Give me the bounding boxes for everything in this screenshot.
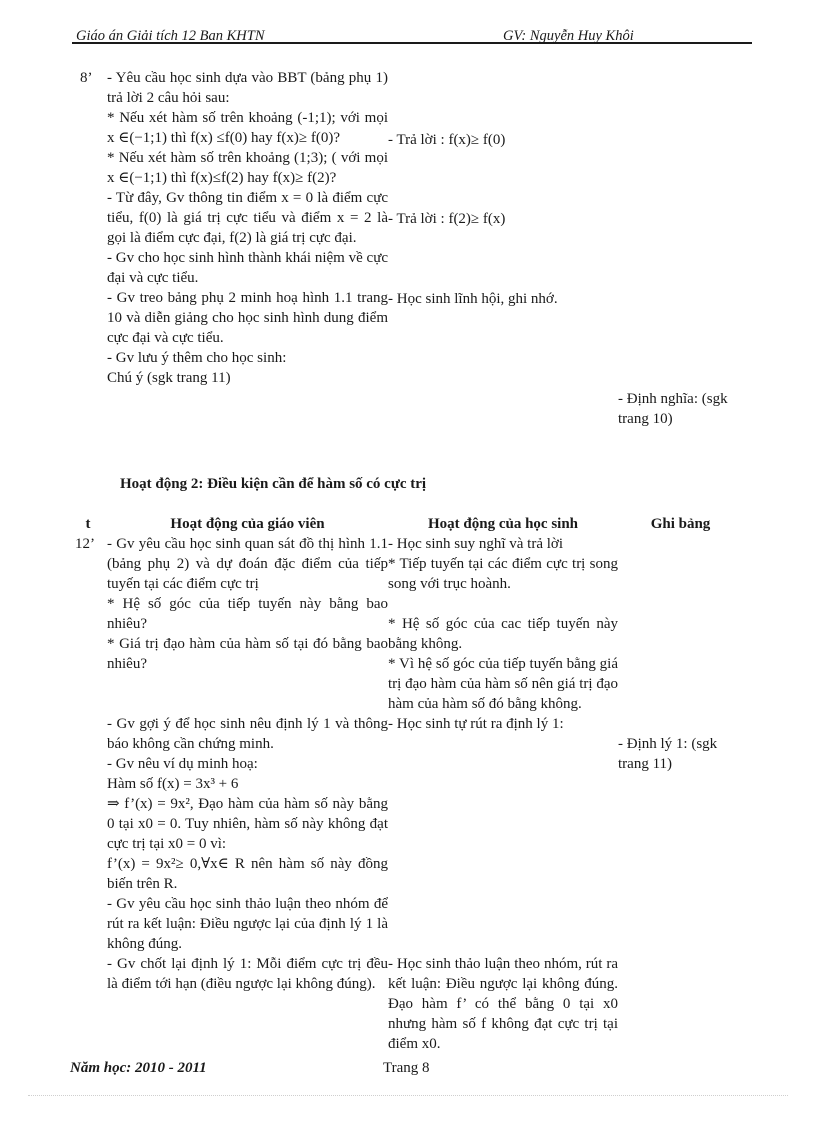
section1-time: 8’ bbox=[80, 70, 93, 86]
footer-page: Trang 8 bbox=[383, 1060, 430, 1076]
spacer bbox=[388, 594, 618, 614]
board-note: - Định nghĩa: (sgk trang 10) bbox=[618, 391, 728, 427]
teacher-item: f’(x) = 9x²≥ 0,∀x∈ R nên hàm số này đồng biến trên R. bbox=[107, 856, 388, 892]
student-item: * Hệ số góc của cac tiếp tuyến này bằng không. bbox=[388, 616, 618, 652]
teacher-item: - Gv cho học sinh hình thành khái niệm về cực đại và cực tiểu. bbox=[107, 250, 388, 286]
teacher-item: * Nếu xét hàm số trên khoảng (-1;1); với mọi x ∈(−1;1) thì f(x) ≤f(0) hay f(x)≥ f(0)? bbox=[107, 110, 388, 146]
page-edge-divider bbox=[28, 1095, 788, 1096]
teacher-item: * Hệ số góc của tiếp tuyến này bằng bao nhiêu? bbox=[107, 596, 388, 632]
section2-student-column bbox=[388, 534, 618, 734]
header-divider bbox=[72, 42, 752, 44]
teacher-item: - Gv gợi ý để học sinh nêu định lý 1 và thông báo không cần chứng minh. bbox=[107, 716, 388, 752]
teacher-item: ⇒ f’(x) = 9x², Đạo hàm của hàm số này bằng 0 tại x0 = 0. Tuy nhiên, hàm số này không đạt cực trị tại x0 = 0 vì: bbox=[107, 796, 388, 852]
header-t: t bbox=[85, 516, 91, 532]
student-item: - Trả lời : f(x)≥ f(0) bbox=[388, 132, 506, 148]
section2-teacher-column-b bbox=[107, 714, 388, 994]
header-right: GV: Nguyễn Huy Khôi bbox=[503, 28, 634, 44]
student-item: * Vì hệ số góc của tiếp tuyến bằng giá trị đạo hàm của hàm số nên giá trị đạo hàm của hàm số đó bằng không. bbox=[388, 656, 618, 712]
teacher-item: - Gv yêu cầu học sinh quan sát đồ thị hình 1.1 (bảng phụ 2) và dự đoán đặc điểm của tiếp tuyến tại các điểm cực trị bbox=[107, 536, 388, 592]
teacher-item: Hàm số f(x) = 3x³ + 6 bbox=[107, 776, 239, 792]
teacher-item: - Gv lưu ý thêm cho học sinh: bbox=[107, 350, 287, 366]
teacher-item: * Nếu xét hàm số trên khoảng (1;3); ( với mọi x ∈(−1;1) thì f(x)≤f(2) hay f(x)≥ f(2)? bbox=[107, 150, 388, 186]
section2-time: 12’ bbox=[75, 536, 95, 552]
header-left: Giáo án Giải tích 12 Ban KHTN bbox=[76, 28, 265, 44]
section2-teacher-column bbox=[107, 534, 388, 674]
header-teacher: Hoạt động của giáo viên bbox=[170, 516, 325, 532]
teacher-item: - Từ đây, Gv thông tin điểm x = 0 là điểm cực tiểu, f(0) là giá trị cực tiểu và điểm x = 2 là gọi là điểm cực đại, f(2) là giá trị cực đại. bbox=[107, 190, 388, 246]
activity2-title: Hoạt động 2: Điều kiện cần để hàm số có cực trị bbox=[120, 476, 427, 492]
student-item: - Học sinh suy nghĩ và trả lời bbox=[388, 536, 563, 552]
student-item: - Học sinh thảo luận theo nhóm, rút ra kết luận: Điều ngược lại không đúng. Đạo hàm f’ có thể bằng 0 tại x0 nhưng hàm số f không đạt cực trị tại điểm x0. bbox=[388, 956, 618, 1052]
teacher-item: - Gv chốt lại định lý 1: Mỗi điểm cực trị đều là điểm tới hạn (điều ngược lại không đúng). bbox=[107, 956, 388, 992]
section1-teacher-column bbox=[107, 68, 388, 388]
header-student: Hoạt động của học sinh bbox=[427, 516, 579, 532]
footer-year: Năm học: 2010 - 2011 bbox=[70, 1060, 207, 1076]
teacher-item: - Gv treo bảng phụ 2 minh hoạ hình 1.1 trang 10 và diễn giảng cho học sinh hình dung điểm cực đại và cực tiểu. bbox=[107, 290, 388, 346]
teacher-item: - Gv nêu ví dụ minh hoạ: bbox=[107, 756, 258, 772]
student-item: - Trả lời : f(2)≥ f(x) bbox=[388, 211, 506, 227]
teacher-item: Chú ý (sgk trang 11) bbox=[107, 370, 231, 386]
teacher-item: * Giá trị đạo hàm của hàm số tại đó bằng bao nhiêu? bbox=[107, 636, 388, 672]
teacher-item: - Yêu cầu học sinh dựa vào BBT (bảng phụ 1) trả lời 2 câu hỏi sau: bbox=[107, 70, 388, 106]
student-item: * Tiếp tuyến tại các điểm cực trị song song với trục hoành. bbox=[388, 556, 618, 592]
student-item: - Học sinh tự rút ra định lý 1: bbox=[388, 716, 564, 732]
teacher-item: - Gv yêu cầu học sinh thảo luận theo nhóm để rút ra kết luận: Điều ngược lại của định lý 1 là không đúng. bbox=[107, 896, 388, 952]
student-item: - Học sinh lĩnh hội, ghi nhớ. bbox=[388, 291, 558, 307]
header-board: Ghi bảng bbox=[650, 516, 711, 532]
board-note: - Định lý 1: (sgk trang 11) bbox=[618, 736, 718, 772]
